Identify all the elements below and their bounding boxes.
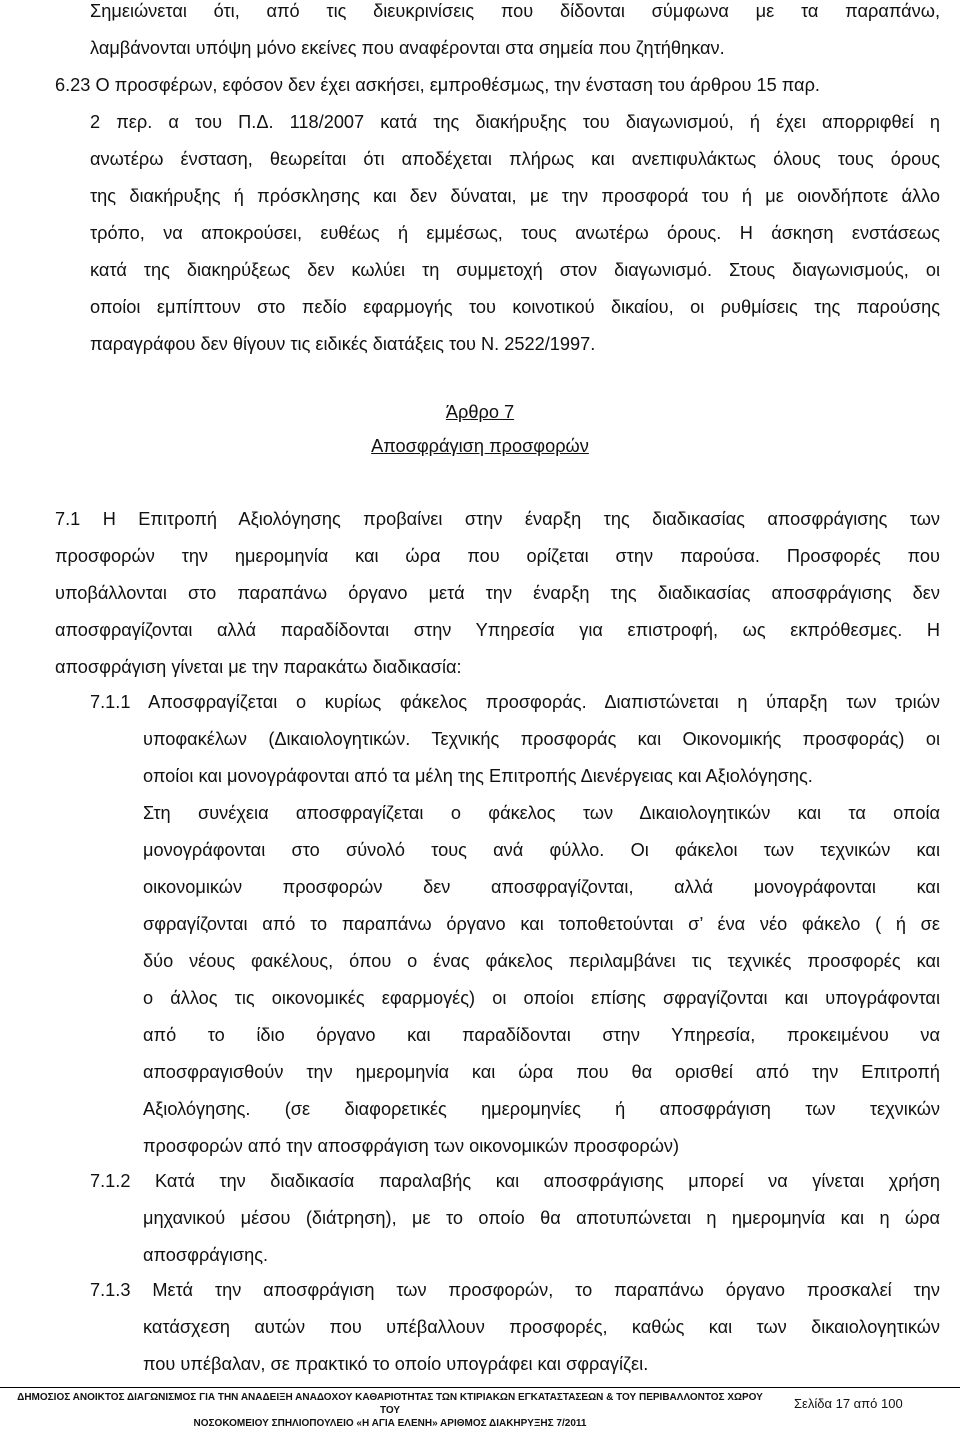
paragraph-line: οποίοι και μονογράφονται από τα μέλη της Επιτροπής Διενέργειας και Αξιολόγησης. bbox=[143, 766, 813, 786]
paragraph-line: υποβάλλονται στο παραπάνω όργανο μετά την έναρξη της διαδικασίας αποσφράγισης δεν bbox=[55, 583, 940, 603]
paragraph-line: σφραγίζονται από το παραπάνω όργανο και τοποθετούνται σ’ ένα νέο φάκελο ( ή σε bbox=[143, 914, 940, 934]
paragraph-line: 7.1 Η Επιτροπή Αξιολόγησης προβαίνει στην έναρξη της διαδικασίας αποσφράγισης των bbox=[55, 509, 940, 529]
paragraph-line: αποσφραγισθούν την ημερομηνία και ώρα που θα ορισθεί από την Επιτροπή bbox=[143, 1062, 940, 1082]
paragraph-line: που υπέβαλαν, σε πρακτικό το οποίο υπογράφει και σφραγίζει. bbox=[143, 1354, 649, 1374]
paragraph-line: 7.1.1 Αποσφραγίζεται ο κυρίως φάκελος προσφοράς. Διαπιστώνεται η ύπαρξη των τριών bbox=[90, 692, 940, 712]
paragraph-line: αποσφραγίζονται αλλά παραδίδονται στην Υπηρεσία για επιστροφή, ως εκπρόθεσμες. Η bbox=[55, 620, 940, 640]
paragraph-line: κατά της διακηρύξεως δεν κωλύει τη συμμετοχή στον διαγωνισμό. Στους διαγωνισμούς, οι bbox=[90, 260, 940, 280]
paragraph-line: αποσφράγιση γίνεται με την παρακάτω διαδικασία: bbox=[55, 657, 462, 677]
paragraph-line: οποίοι εμπίπτουν στο πεδίο εφαρμογής του κοινοτικού δικαίου, οι ρυθμίσεις της παρούσης bbox=[90, 297, 940, 317]
paragraph-line: υποφακέλων (Δικαιολογητικών. Τεχνικής προσφοράς και Οικονομικής προσφοράς) οι bbox=[143, 729, 940, 749]
footer-title-line-1: ΔΗΜΟΣΙΟΣ ΑΝΟΙΚΤΟΣ ΔΙΑΓΩΝΙΣΜΟΣ ΓΙΑ ΤΗΝ ΑΝΑΔΕΙΞΗ ΑΝΑΔΟΧΟΥ ΚΑΘΑΡΙΟΤΗΤΑΣ ΤΩΝ ΚΤΙΡΙΑΚΩΝ ΕΓΚΑΤΑΣΤΑΣΕΩΝ & ΤΟΥ ΠΕΡΙΒΑΛΛΟΝΤΟΣ ΧΩΡΟΥ ΤΟΥ bbox=[17, 1392, 763, 1416]
paragraph-line: λαμβάνονται υπόψη μόνο εκείνες που αναφέρονται στα σημεία που ζητήθηκαν. bbox=[90, 38, 725, 58]
paragraph-line: 7.1.2 Κατά την διαδικασία παραλαβής και αποσφράγισης μπορεί να γίνεται χρήση bbox=[90, 1171, 940, 1191]
paragraph-line: από το ίδιο όργανο και παραδίδονται στην Υπηρεσία, προκειμένου να bbox=[143, 1025, 940, 1045]
paragraph-line: προσφορών από την αποσφράγιση των οικονομικών προσφορών) bbox=[143, 1136, 680, 1156]
footer-divider bbox=[0, 1387, 960, 1388]
paragraph-line: δύο νέους φακέλους, όπου ο ένας φάκελος περιλαμβάνει τις τεχνικές προσφορές και bbox=[143, 951, 940, 971]
footer-title-line-2: ΝΟΣΟΚΟΜΕΙΟΥ ΣΠΗΛΙΟΠΟΥΛΕΙΟ «Η ΑΓΙΑ ΕΛΕΝΗ» ΑΡΙΘΜΟΣ ΔΙΑΚΗΡΥΞΗΣ 7/2011 bbox=[193, 1418, 587, 1429]
paragraph-line: Σημειώνεται ότι, από τις διευκρινίσεις που δίδονται σύμφωνα με τα παραπάνω, bbox=[90, 1, 940, 21]
footer-title bbox=[10, 1391, 770, 1430]
paragraph-line: ανωτέρω ένσταση, θεωρείται ότι αποδέχεται πλήρως και ανεπιφυλάκτως όλους τους όρους bbox=[90, 149, 940, 169]
paragraph-line: παραγράφου δεν θίγουν τις ειδικές διατάξεις του Ν. 2522/1997. bbox=[90, 334, 596, 354]
paragraph-line: αποσφράγισης. bbox=[143, 1245, 269, 1265]
paragraph-line: μηχανικού μέσου (διάτρηση), με το οποίο θα αποτυπώνεται η ημερομηνία και η ώρα bbox=[143, 1208, 940, 1228]
page-number: Σελίδα 17 από 100 bbox=[794, 1396, 903, 1411]
paragraph-line: προσφορών την ημερομηνία και ώρα που ορίζεται στην παρούσα. Προσφορές που bbox=[55, 546, 940, 566]
paragraph-line: οικονομικών προσφορών δεν αποσφραγίζονται, αλλά μονογράφονται και bbox=[143, 877, 940, 897]
article-title-heading: Αποσφράγιση προσφορών bbox=[371, 436, 589, 456]
paragraph-line: μονογράφονται στο σύνολό τους ανά φύλλο. Οι φάκελοι των τεχνικών και bbox=[143, 840, 940, 860]
paragraph-line: της διακήρυξης ή πρόσκλησης και δεν δύναται, με την προσφορά του ή με οιονδήποτε άλλο bbox=[90, 186, 940, 206]
paragraph-line: Στη συνέχεια αποσφραγίζεται ο φάκελος των Δικαιολογητικών και τα οποία bbox=[143, 803, 940, 823]
paragraph-line: κατάσχεση αυτών που υπέβαλλουν προσφορές, καθώς και των δικαιολογητικών bbox=[143, 1317, 940, 1337]
paragraph-line: τρόπο, να αποκρούσει, ευθέως ή εμμέσως, τους ανωτέρω όρους. Η άσκηση ενστάσεως bbox=[90, 223, 940, 243]
paragraph-line: 6.23 Ο προσφέρων, εφόσον δεν έχει ασκήσει, εμπροθέσμως, την ένσταση του άρθρου 15 παρ. bbox=[55, 75, 820, 95]
paragraph-line: 2 περ. α του Π.Δ. 118/2007 κατά της διακήρυξης του διαγωνισμού, ή έχει απορριφθεί η bbox=[90, 112, 940, 132]
paragraph-line: 7.1.3 Μετά την αποσφράγιση των προσφορών, το παραπάνω όργανο προσκαλεί την bbox=[90, 1280, 940, 1300]
paragraph-line: Αξιολόγησης. (σε διαφορετικές ημερομηνίες ή αποσφράγιση των τεχνικών bbox=[143, 1099, 940, 1119]
article-number-heading: Άρθρο 7 bbox=[445, 402, 515, 422]
paragraph-line: ο άλλος τις οικονομικές εφαρμογές) οι οποίοι επίσης σφραγίζονται και υπογράφονται bbox=[143, 988, 940, 1008]
